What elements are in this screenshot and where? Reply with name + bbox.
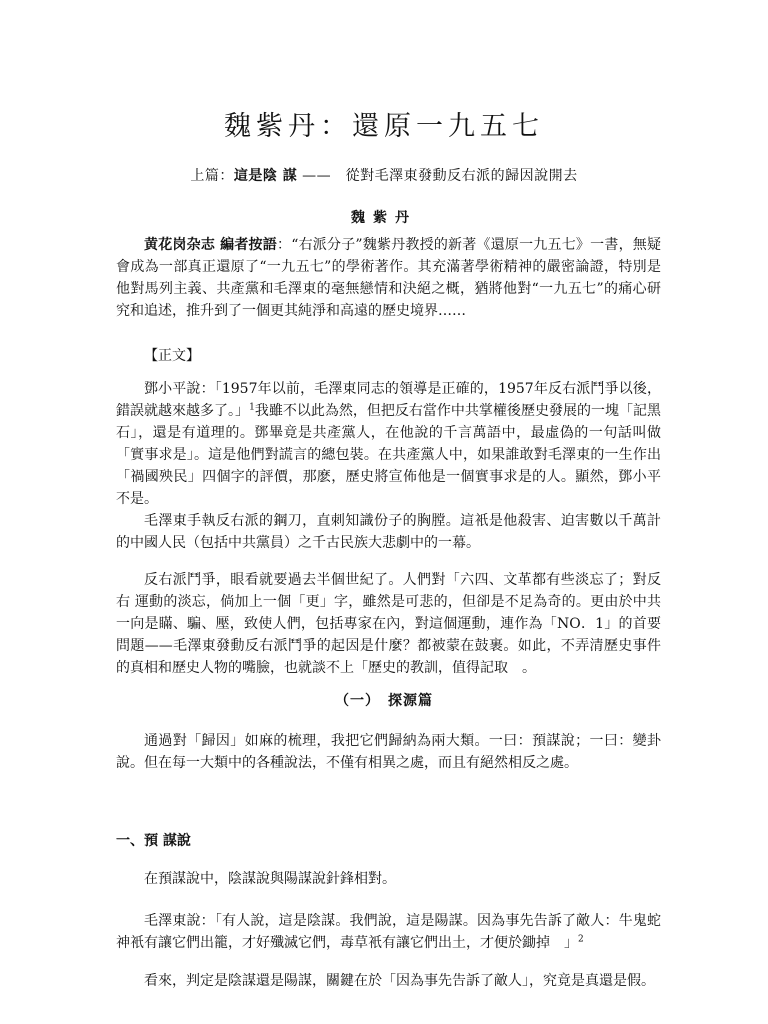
paragraph-6 (116, 910, 661, 954)
paragraph-6-text: 毛澤東說：「有人說，這是陰謀。我們說，這是陽謀。因為事先告訴了敵人：牛鬼蛇神衹有讓它們出籠，才好殲滅它們，毒草衹有讓它們出土，才便於鋤掉 」 (116, 913, 661, 951)
subtitle (0, 165, 768, 185)
body-label: 【正文】 (144, 348, 200, 364)
editor-note-label: 黄花岗杂志 編者按語 (144, 237, 277, 253)
editor-note-text: ：“右派分子”魏紫丹教授的新著《還原一九五七》一書，無疑會成為一部真正還原了“一九五七”的學術著作。其充滿著學術精神的嚴密論證，特別是他對馬列主義、共產黨和毛澤東的毫無戀情和決絕之概，猶將他對“一九五七”的痛心研究和追述，推升到了一個更其純淨和高遠的歷史境界…… (116, 237, 661, 319)
paragraph-4: 通過對「歸因」如麻的梳理，我把它們歸納為兩大類。一曰：預謀說；一曰：變卦說。但在每一大類中的各種說法，不僅有相異之處，而且有絕然相反之處。 (116, 733, 661, 771)
paragraph-1 (116, 378, 661, 510)
paragraph-7: 看來，判定是陰謀還是陽謀，關鍵在於「因為事先告訴了敵人」，究竟是真還是假。 (144, 973, 655, 989)
paragraph-3: 反右派鬥爭，眼看就要過去半個世紀了。人們對「六四、文革都有些淡忘了；對反右 運動的淡忘，倘加上一個「更」字，雖然是可悲的，但卻是不足為奇的。更由於中共一向是瞞、騙、壓，致使人們，包括專家在內，對這個運動，連作為「NO．1」的首要問題——毛澤東發動反右派鬥爭的起因是什麼？都被蒙在鼓裹。如此，不弄清歷史事件的真相和歷史人物的嘴臉，也就談不上「歷史的教訓，值得記取 。 (116, 572, 661, 676)
paragraph-1-part-a: 鄧小平說：「1957年以前，毛澤東同志的領導是正確的，1957年反右派鬥爭以後，錯誤就越來越多了。」 (116, 381, 661, 419)
subtitle-bold: 這是陰 謀 (233, 168, 298, 184)
paragraph-5: 在預謀說中，陰謀說與陽謀說針鋒相對。 (144, 871, 396, 887)
subtitle-prefix: 上篇： (190, 168, 234, 184)
footnote-ref-2[interactable]: 2 (578, 934, 584, 945)
section-heading-explore: （一） 探源篇 (335, 693, 433, 709)
page-title: 魏紫丹：還原一九五七 (224, 111, 544, 142)
author-name: 魏紫丹 (351, 210, 417, 226)
subtitle-rest: —— 從對毛澤東發動反右派的歸因說開去 (302, 168, 578, 184)
section-heading-premeditation: 一、預 謀說 (116, 833, 191, 849)
paragraph-1-part-b: 我雖不以此為然，但把反右當作中共掌權後歷史發展的一塊「記黑石」，還是有道理的。鄧畢竟是共產黨人，在他說的千言萬語中，最虛偽的一句話叫做「實事求是」。這是他們對謊言的總包裝。在共產黨人中，如果誰敢對毛澤東的一生作出「禍國殃民」四個字的評價，那麽，歷史將宣佈他是一個實事求是的人。顯然，鄧小平不是。 (116, 403, 662, 507)
paragraph-2: 毛澤東手執反右派的鋼刀，直刺知識份子的胸膛。這衹是他殺害、迫害數以千萬計的中國人民（包括中共黨員）之千古民族大悲劇中的一幕。 (116, 513, 661, 551)
footnote-ref-1[interactable]: 1 (249, 402, 255, 413)
editor-note (116, 234, 661, 322)
